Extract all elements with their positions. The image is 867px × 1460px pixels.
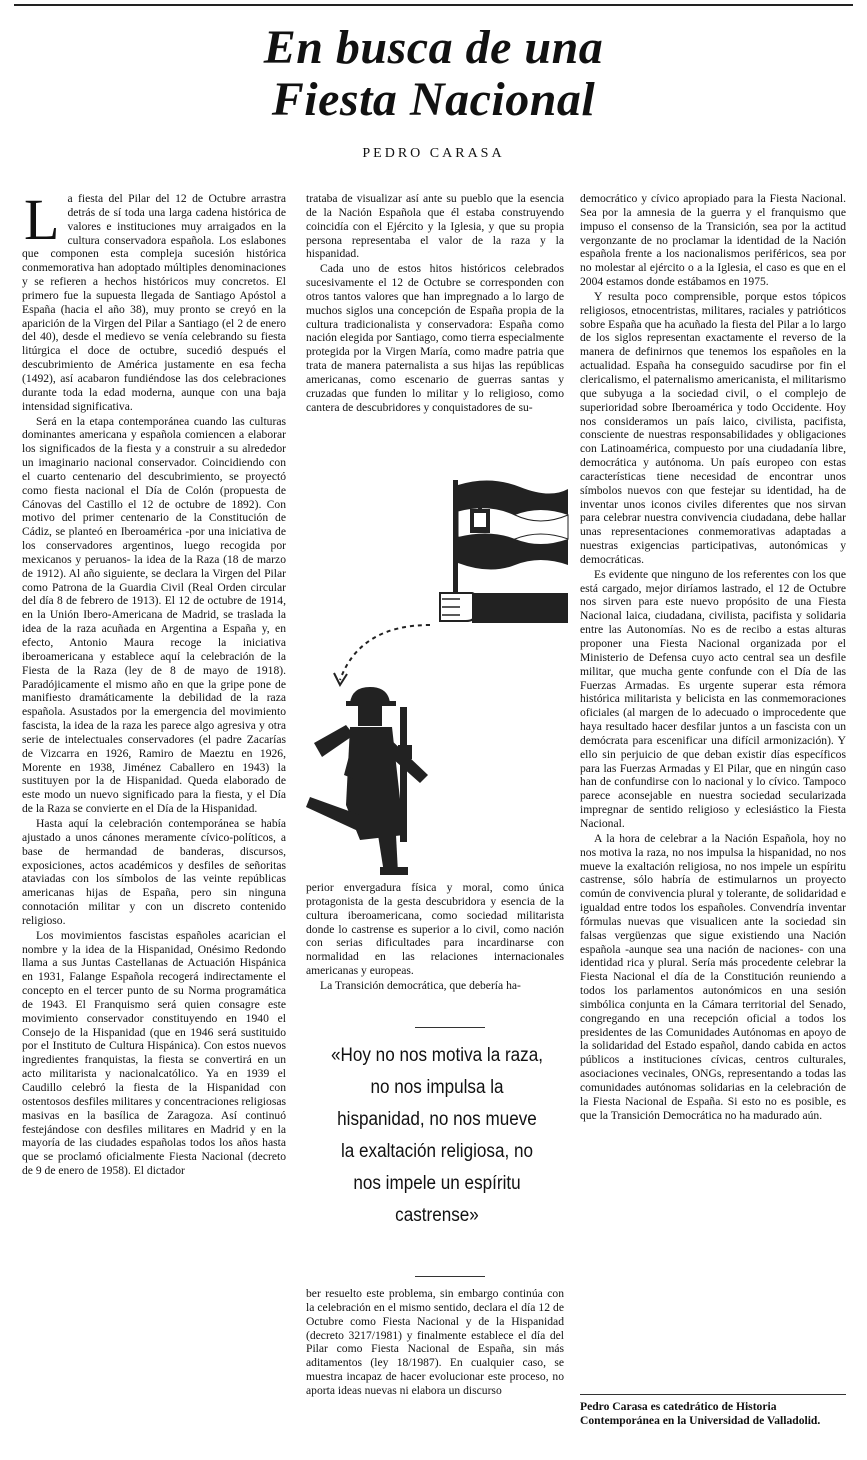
paragraph-6: Cada uno de estos hitos históricos celebrados sucesivamente el 12 de Octubre se corresponden con otros tantos valores que han impregnado a lo largo de muchos siglos una concepción de España propia de la cultura tradicionalista y conservadora: España como nación elegida por Santiago, como tierra especialmente protegida por la Virgen María, como madre patria que trata de manera paternalista a sus hijas las repúblicas americanas, como escenario de guerras santas y cruzadas que funden lo militar y lo religioso, como cantera de descubridores y conquistadores de su- — [306, 262, 564, 414]
paragraph-12: Es evidente que ninguno de los referentes con los que está cargado, mejor diríamos lastrado, el 12 de Octubre nos sirven para este nuevo propósito de una Fiesta Nacional laica, ciudadana, civilista, pacifista y solidaria entre las Autonomías. No es de recibo a estas alturas proponer una Fiesta Nacional organizada por el Ministerio de Defensa cuyo acto central sea un desfile militar, que mucha gente confunde con el Día de las Fuerzas Armadas. Es urgente superar esta rémora histórica militarista y belicista en las conmemoraciones oficiales (al margen de lo adecuado o improcedente que haya resultado hacer desfilar juntos a un fascista con un demócrata para escenificar una difícil armonización). Y ello sin perjuicio de que deban existir días específicos para las Fuerzas Armadas y El Pilar, que en ningún caso han de confundirse con lo nacional y lo cívico. Tampoco parece aconsejable en nuestra sociedad secularizada impregnar de sentido religioso y eclesiástico la Fiesta Nacional. — [580, 567, 846, 830]
paragraph-5: trataba de visualizar así ante su pueblo que la esencia de la Nación Española que él estaba construyendo coincidía con el Ejército y la Iglesia, y que su propia persona representaba el valor de la raza y la hispanidad. — [306, 192, 564, 261]
article-column-2-top — [306, 192, 564, 462]
paragraph-1 — [22, 192, 286, 414]
article-column-1 — [22, 192, 286, 1442]
paragraph-3: Hasta aquí la celebración contemporánea se había ajustado a unos cánones meramente cívico-políticos, a base de hermandad de banderas, discursos, exposiciones, actos académicos y desfiles de señoritas ataviadas con los símbolos de las veinte repúblicas americanas hijas de España, pero sin ninguna connotación militar y con un discreto contenido religioso. — [22, 816, 286, 927]
pullquote-rule-bottom — [415, 1276, 485, 1277]
article-column-3 — [580, 192, 846, 1392]
pullquote: «Hoy no nos motiva la raza, no nos impulsa la hispanidad, no nos mueve la exaltación religiosa, no nos impele un espíritu castrense» — [331, 1045, 543, 1226]
soldier-silhouette-icon — [306, 687, 428, 875]
pullquote-rule-top — [415, 1027, 485, 1028]
paragraph-7: perior envergadura física y moral, como única protagonista de la gesta descubridora y esencia de la cultura iberoamericana, como sociedad militarista donde lo castrense es superior a lo civil, como nación con serias dificultades para incardinarse con normalidad en las relaciones internacionales americanas y europeas. — [306, 881, 564, 978]
author-signature: Pedro Carasa es catedrático de Historia Contemporánea en la Universidad de Valladolid. — [580, 1400, 821, 1427]
hand-icon — [440, 593, 568, 623]
paragraph-10: democrático y cívico apropiado para la Fiesta Nacional. Sea por la amnesia de la guerra y el franquismo que impuso el consenso de la Transición, sea por la actitud vergonzante de no proclamar la identidad de la Nación española frente a los nacionalismos periféricos, sea por no molestar al ejército o a la Iglesia, el caso es que en el 2004 estamos donde estábamos en 1975. — [580, 192, 846, 289]
paragraph-13: A la hora de celebrar a la Nación Española, hoy no nos motiva la raza, no nos impulsa la hispanidad, no nos mueve la exaltación religiosa, no nos impele un espíritu castrense, sólo habría de estimularnos un proyecto común de convivencia plural y tolerante, de solidaridad e igualdad entre todos los españoles. Convendría inventar fórmulas nuevas que visualicen ante la sociedad sin falsas vergüenzas que sigue existiendo una Nación española -aunque sea una nación de naciones- con una identidad rica y plural. Sería más procedente celebrar la Fiesta Nacional el día de la Constitución reuniendo a todos los parlamentos autonómicos en una sesión simbólica conjunta en la Cámara territorial del Senado, congregando en una recepción oficial a todos los presidentes de las Comunidades Autónomas en apoyo de la solidaridad del Estado español, dando cabida en actos públicos a instituciones cívicas, centros culturales, asociaciones vecinales, ONGs, representando a todas las comunidades autónomas solidarias en la celebración de la Fiesta Nacional de España. Si esto no es posible, es que la Transición Democrática no ha madurado aún. — [580, 831, 846, 1122]
headline — [0, 22, 867, 126]
spanish-flag-icon — [453, 480, 568, 598]
paragraph-1-text: a fiesta del Pilar del 12 de Octubre arrastra detrás de sí toda una larga cadena histórica de valores e instituciones muy arraigados en la cultura conservadora española. Los eslabones que componen esta compleja sucesión histórica conmemorativa han adoptado múltiples denominaciones y se refieren a hechos históricos muy concretos. El primero fue la supuesta llegada de Santiago Apóstol a España (hacia el año 38), muy pronto se creyó en la aparición de la Virgen del Pilar a Santiago (el 2 de enero del 40), desde el medievo se venía celebrando su fiesta litúrgica el doce de octubre, sucedió después el descubrimiento de América justamente en esa fecha (1492), así acabaron fundiéndose las dos celebraciones durante toda la edad moderna, aunque con una baja intensidad significativa. — [22, 192, 286, 413]
drop-cap: L — [24, 192, 60, 252]
paragraph-4: Los movimientos fascistas españoles acarician el nombre y la idea de la Hispanidad, Onésimo Redondo llama a sus Juntas Castellanas de Actuación Hispánica en 1931, Falange Española recogerá indirectamente el concepto en el tercer punto de su Norma programática de 1943. El Franquismo será quien consagre este movimiento conservador constituyendo en 1940 el Consejo de la Hispanidad (que en 1946 será sustituido por el Instituto de Cultura Hispánica). Con estos nuevos ingredientes franquistas, la fiesta se convertirá en un acto militarista y nacionalcatólico. Ya en 1939 el Caudillo celebró la fiesta de la Hispanidad con ostentosos desfiles militares y concentraciones religiosas masivas en la basílica de Zaragoza. Así continuó festejándose con desfiles militares en Madrid y en la mayoría de las ciudades españolas todos los años hasta que se proclamó oficialmente Fiesta Nacional (decreto de 9 de enero de 1958). El dictador — [22, 928, 286, 1178]
paragraph-11: Y resulta poco comprensible, porque estos tópicos religiosos, etnocentristas, militares, raciales y patrióticos sobre España que ha acuñado la fiesta del Pilar a lo largo de los siglos representan exactamente el reverso de la manera de definirnos que tenemos los españoles en la actualidad. España ha conseguido sacudirse por fin el clericalismo, el paternalismo americanista, el militarismo que subyuga a la sociedad civil, o el complejo de superioridad sobre Iberoamérica y todo Occidente. Hoy nos consideramos un país laico, civilista, pacifista, consciente de nuestras responsabilidades y obligaciones con Latinoamérica, compuesto por una ciudadanía libre, democrática y autónoma. Un país europeo con estas características tiene necesidad de encontrar unos símbolos nuevos con que festejar su identidad, ha de inventar unos iconos civiles diferentes que nos sirvan para celebrar nuestra convivencia ciudadana, debe hallar unas representaciones conmemorativas adaptadas a nuestras exigencias participativas, autonómicas y democráticas. — [580, 289, 846, 566]
paragraph-9: ber resuelto este problema, sin embargo continúa con la celebración en el mismo sentido, declara el día 12 de Octubre como Fiesta Nacional y de la Hispanidad (decreto 3217/1981) y finalmente establece el día del Pilar como Fiesta Nacional de España, sin más aditamentos (ley 18/1987). En cualquier caso, se muestra incapaz de hacer evolucionar este proceso, no aporta ideas nuevas ni elabora un discurso — [306, 1287, 564, 1397]
dashed-arrow-icon — [334, 625, 430, 685]
paragraph-8: La Transición democrática, que debería ha- — [320, 978, 521, 992]
paragraph-2: Será en la etapa contemporánea cuando las culturas dominantes americana y española comiencen a elaborar los significados de la fiesta y a construir a su alrededor un imaginario nacional conservador. Coincidiendo con el cuarto centenario del descubrimiento, se proyectó como fiesta nacional el Día de Colón (propuesta de Cánovas del Castillo el 12 de octubre de 1892). Con motivo del primer centenario de la Constitución de Cádiz, se planteó en Iberoamérica -por una iniciativa de los conservadores argentinos, luego recogida por mexicanos y peruanos- la idea de la Raza (18 de marzo de 1912). Al año siguiente, se declara la Virgen del Pilar como Patrona de la Guardia Civil (Real Orden circular del día 8 de febrero de 1913). El 12 de octubre de 1914, en la Unión Ibero-Americana de Madrid, se traslada la idea de la raza acuñada en Argentina a España y, en efecto, Antonio Maura recoge la iniciativa iberoamericana y establece aquí la celebración de la Fiesta de la Raza (ley de 8 de mayo de 1918). Paradójicamente el mismo año en que la gripe pone de manifiesto dramáticamente la debilidad de la raza española. Asustados por la emergencia del movimiento fascista, la idea de la raza les parece algo agresiva y otra serie de intelectuales conservadores (el padre Zacarías de Vizcarra en 1926, Ramiro de Maeztu en 1926, Morente en 1938, Jiménez Caballero en 1943) la sustituyen por la de Hispanidad. Queda elaborado de este modo un nuevo significado para la fiesta, y el Día de la Raza se convierte en el Día de la Hispanidad. — [22, 414, 286, 816]
signature-rule — [580, 1394, 846, 1395]
article-column-2-bottom — [306, 1287, 564, 1442]
top-rule — [14, 4, 853, 6]
illustration — [300, 475, 570, 875]
byline: PEDRO CARASA — [362, 146, 505, 161]
article-column-2-middle — [306, 881, 564, 1021]
headline-line-2: Fiesta Nacional — [271, 73, 596, 126]
headline-line-1: En busca de una — [263, 21, 604, 74]
